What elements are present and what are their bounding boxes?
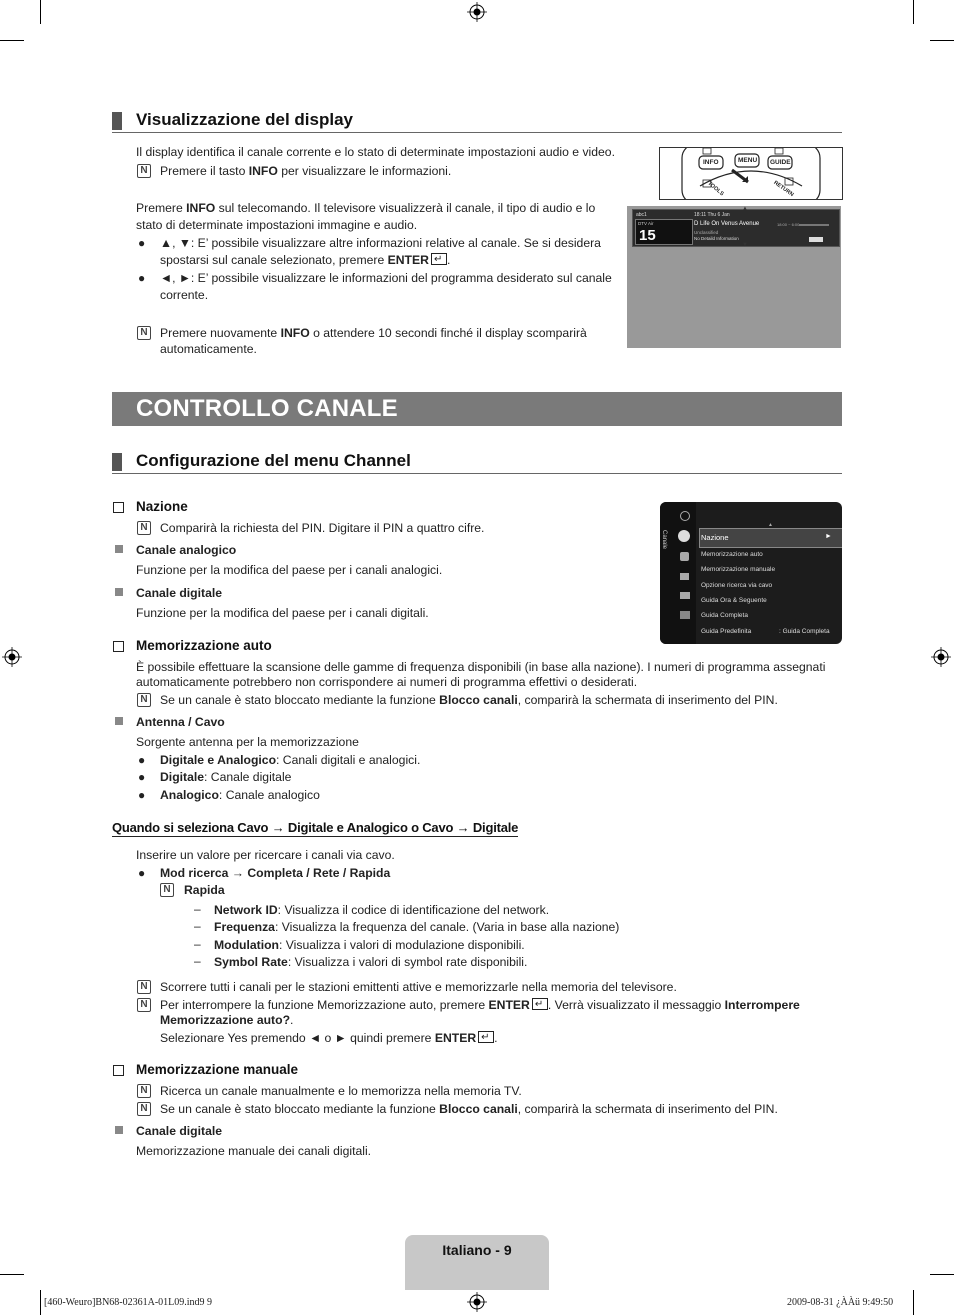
channel-type: DTV Air <box>638 221 654 226</box>
remote-return-label: RETURN <box>772 179 795 199</box>
note-icon: N <box>137 693 151 707</box>
bullet-icon: ● <box>138 770 146 784</box>
menu-item-memorizzazione-manuale[interactable]: Memorizzazione manuale <box>701 566 776 573</box>
section-title: Configurazione del menu Channel <box>136 451 411 470</box>
checkbox-bullet-icon <box>113 502 124 513</box>
bullet-icon: ● <box>138 271 146 285</box>
crop-mark <box>40 1290 41 1315</box>
dash-bullet: – <box>194 937 201 951</box>
heading-bar <box>112 453 122 471</box>
menu-channel-icon <box>678 530 690 542</box>
item-text: Funzione per la modifica del paese per i canali digitali. <box>136 606 429 620</box>
info-badge <box>809 237 823 242</box>
menu-item-guida-ora[interactable]: Guida Ora & Seguente <box>701 597 767 604</box>
square-bullet-icon <box>115 717 123 725</box>
crop-mark <box>0 40 24 41</box>
note-text: Se un canale è stato bloccato mediante la funzione Blocco canali, comparirà la schermata di inserimento del PIN. <box>160 693 778 707</box>
info-datetime: 18:11 Thu 6 Jan <box>694 212 730 218</box>
menu-picture-icon <box>680 511 690 521</box>
channel-menu-screen <box>660 502 842 644</box>
option-text: Mod ricerca → Completa / Rete / Rapida <box>160 866 391 880</box>
checkbox-bullet-icon <box>113 1065 124 1076</box>
menu-support-icon <box>680 611 690 619</box>
paragraph-line: stato di determinate impostazioni immagine e audio. <box>136 218 418 232</box>
condition-heading: Quando si seleziona Cavo → Digitale e Analogico o Cavo → Digitale <box>112 820 519 835</box>
dash-bullet: – <box>194 902 201 916</box>
definition-text: Frequenza: Visualizza la frequenza del canale. (Varia in base alla nazione) <box>214 920 620 934</box>
item-text: Sorgente antenna per la memorizzazione <box>136 735 359 749</box>
square-bullet-icon <box>115 1126 123 1134</box>
menu-sidebar <box>660 502 696 644</box>
note-icon: N <box>137 326 151 340</box>
dash-bullet: – <box>194 919 201 933</box>
page-number-tab <box>405 1235 549 1290</box>
menu-item-value: : Guida Completa <box>779 628 830 635</box>
menu-item-memorizzazione-auto[interactable]: Memorizzazione auto <box>701 551 763 558</box>
item-text: Funzione per la modifica del paese per i canali analogici. <box>136 563 443 577</box>
menu-item-guida-predefinita[interactable]: Guida Predefinita <box>701 628 752 635</box>
menu-setup-icon <box>680 552 689 561</box>
bullet-icon: ● <box>138 753 146 767</box>
progress-bar <box>799 224 829 226</box>
menu-item-opzione-ricerca[interactable]: Opzione ricerca via cavo <box>701 582 773 589</box>
menu-item-nazione[interactable]: Nazione <box>701 533 729 542</box>
note-text: Premere il tasto INFO per visualizzare le informazioni. <box>160 164 452 178</box>
page-number: Italiano - 9 <box>442 1242 512 1258</box>
square-bullet-icon <box>115 545 123 553</box>
note-text: Selezionare Yes premendo ◄ o ► quindi premere ENTER↵ . <box>160 1030 498 1047</box>
subsection-heading: Memorizzazione manuale <box>136 1062 299 1077</box>
note-icon: N <box>137 1084 151 1098</box>
item-text: Memorizzazione manuale dei canali digitali. <box>136 1144 372 1158</box>
crop-mark <box>0 1274 24 1275</box>
bullet-icon: ● <box>138 866 146 880</box>
section-heading-channel-menu <box>112 451 842 474</box>
paragraph: Premere INFO sul telecomando. Il televisore visualizzerà il canale, il tipo di audio e lo <box>136 201 596 215</box>
bullet-text: ▲, ▼: E’ possibile visualizzare altre informazioni relative al canale. Se si desidera <box>160 236 601 250</box>
info-time-range: 18:00 ~ 6:00 <box>777 222 800 227</box>
note-icon: N <box>137 164 151 178</box>
note-icon: N <box>137 521 151 535</box>
definition-text: Modulation: Visualizza i valori di modulazione disponibili. <box>214 938 525 952</box>
crop-mark <box>930 40 954 41</box>
arrow-right-icon: ► <box>825 533 832 540</box>
info-display-bar <box>632 209 840 247</box>
bullet-text: ◄, ►: E’ possibile visualizzare le informazioni del programma desiderato sul canale <box>160 271 612 285</box>
definition-text: Symbol Rate: Visualizza i valori di symbol rate disponibili. <box>214 955 528 969</box>
footer-file-info: [460-Weuro]BN68-02361A-01L09.ind9 9 <box>44 1297 213 1308</box>
registration-mark-icon <box>467 2 487 22</box>
option-text: Digitale: Canale digitale <box>160 770 292 784</box>
registration-mark-icon <box>931 647 951 667</box>
footer-date-info: 2009-08-31 ¿ÀÀü 9:49:50 <box>787 1297 894 1308</box>
menu-input-icon <box>680 573 689 580</box>
note-text: Memorizzazione auto?. <box>160 1013 294 1027</box>
enter-icon <box>532 998 548 1010</box>
remote-illustration <box>659 147 843 200</box>
item-heading: Antenna / Cavo <box>136 715 225 729</box>
registration-mark-icon <box>2 647 22 667</box>
heading-bar <box>112 112 122 130</box>
info-program: D Life On Venus Avenue <box>694 221 760 227</box>
bullet-icon: ● <box>138 236 146 250</box>
subsection-heading: Nazione <box>136 499 188 514</box>
note-text: Se un canale è stato bloccato mediante la funzione Blocco canali, comparirà la schermata di inserimento del PIN. <box>160 1102 778 1116</box>
dash-bullet: – <box>194 954 201 968</box>
bullet-icon: ● <box>138 788 146 802</box>
subsection-heading: Memorizzazione auto <box>136 638 272 653</box>
note-text: Ricerca un canale manualmente e lo memorizza nella memoria TV. <box>160 1084 522 1098</box>
option-text: Digitale e Analogico: Canali digitali e analogici. <box>160 753 421 767</box>
menu-side-label: Canale <box>661 530 667 550</box>
chapter-banner <box>112 392 842 426</box>
chapter-title: CONTROLLO CANALE <box>136 395 398 422</box>
arrow-up-icon: ▲ <box>742 206 748 212</box>
channel-name: abc1 <box>636 212 647 218</box>
paragraph-line: automaticamente potrebbero non corrispondere ai numeri di programma effettivi o desiderati. <box>136 675 638 689</box>
section-heading-display <box>112 110 842 133</box>
enter-icon <box>431 253 447 265</box>
arrow-up-icon: ▲ <box>768 522 773 528</box>
crop-mark <box>930 1274 954 1275</box>
registration-mark-icon <box>467 1292 487 1312</box>
paragraph: È possibile effettuare la scansione delle gamme di frequenza disponibili (in base alla nazione). I numeri di programma assegnati <box>136 660 826 674</box>
remote-info-label: INFO <box>703 159 719 166</box>
note-icon: N <box>137 1102 151 1116</box>
note-text: Scorrere tutti i canali per le stazioni emittenti attive e memorizzarle nella memoria del televisore. <box>160 980 677 994</box>
section-title: Visualizzazione del display <box>136 110 353 129</box>
enter-icon <box>478 1031 494 1043</box>
bullet-text: spostarsi sul canale selezionato, premere ENTER↵ . <box>160 252 450 269</box>
remote-menu-label: MENU <box>738 157 758 164</box>
menu-application-icon <box>680 592 690 599</box>
bullet-text: corrente. <box>160 288 209 302</box>
note-text: automaticamente. <box>160 342 257 356</box>
note-text: Per interrompere la funzione Memorizzazione auto, premere ENTER↵ . Verrà visualizzato il messaggio Interrompere <box>160 997 800 1014</box>
note-text: Rapida <box>184 883 225 897</box>
note-icon: N <box>160 883 174 897</box>
option-text: Analogico: Canale analogico <box>160 788 320 802</box>
channel-number: 15 <box>639 227 656 244</box>
checkbox-bullet-icon <box>113 641 124 652</box>
menu-item-guida-completa[interactable]: Guida Completa <box>701 612 748 619</box>
crop-mark <box>913 0 914 24</box>
arrow-down-icon: ▼ <box>742 242 748 248</box>
item-heading: Canale digitale <box>136 586 223 600</box>
channel-box <box>635 219 693 245</box>
item-heading: Canale digitale <box>136 1124 223 1138</box>
definition-text: Network ID: Visualizza il codice di identificazione del network. <box>214 903 550 917</box>
info-classification: Unclassified <box>694 230 719 235</box>
square-bullet-icon <box>115 588 123 596</box>
crop-mark <box>40 0 41 24</box>
paragraph: Inserire un valore per ricercare i canali via cavo. <box>136 848 395 862</box>
note-text: Comparirà la richiesta del PIN. Digitare il PIN a quattro cifre. <box>160 521 485 535</box>
note-icon: N <box>137 998 151 1012</box>
remote-drawing <box>660 148 842 199</box>
item-heading: Canale analogico <box>136 543 237 557</box>
note-icon: N <box>137 980 151 994</box>
note-text: Premere nuovamente INFO o attendere 10 secondi finché il display scomparirà <box>160 326 587 340</box>
crop-mark <box>913 1290 914 1315</box>
remote-guide-label: GUIDE <box>770 159 791 166</box>
info-detail: No Detaild Information <box>694 236 739 241</box>
remote-tools-label: TOOLS <box>706 180 725 198</box>
paragraph: Il display identifica il canale corrente e lo stato di determinate impostazioni audio e video. <box>136 145 615 159</box>
